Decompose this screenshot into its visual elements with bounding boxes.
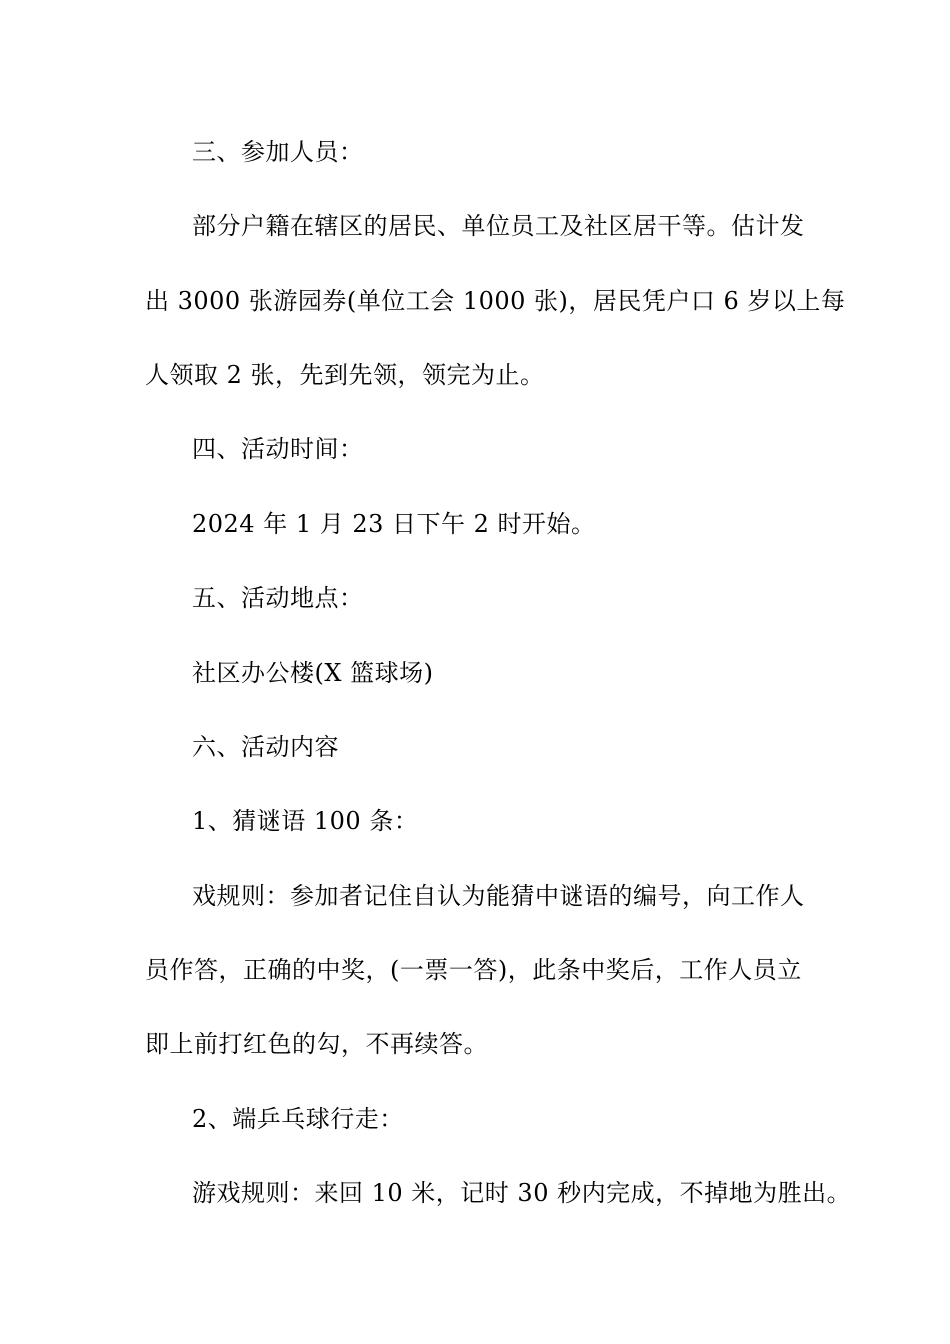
paragraph-line: 人领取 2 张，先到先领，领完为止。	[145, 361, 545, 389]
subheading-pingpong: 2、端乒乓球行走：	[192, 1105, 404, 1133]
paragraph-line: 戏规则：参加者记住自认为能猜中谜语的编号，向工作人	[192, 882, 805, 910]
section-heading-location: 五、活动地点：	[192, 584, 364, 612]
paragraph-line: 部分户籍在辖区的居民、单位员工及社区居干等。估计发	[192, 212, 805, 240]
paragraph-line: 游戏规则：来回 10 米，记时 30 秒内完成，不掉地为胜出。	[192, 1179, 852, 1207]
paragraph-line: 社区办公楼(X 篮球场)	[192, 659, 434, 687]
section-heading-content: 六、活动内容	[192, 733, 339, 761]
section-heading-time: 四、活动时间：	[192, 435, 364, 463]
section-heading-participants: 三、参加人员：	[192, 138, 364, 166]
subheading-riddles: 1、猜谜语 100 条：	[192, 807, 419, 835]
paragraph-line: 员作答，正确的中奖，(一票一答)，此条中奖后，工作人员立	[145, 956, 802, 984]
paragraph-line: 出 3000 张游园券(单位工会 1000 张)，居民凭户口 6 岁以上每	[145, 287, 846, 315]
paragraph-line: 即上前打红色的勾，不再续答。	[145, 1030, 488, 1058]
paragraph-line: 2024 年 1 月 23 日下午 2 时开始。	[192, 510, 596, 538]
